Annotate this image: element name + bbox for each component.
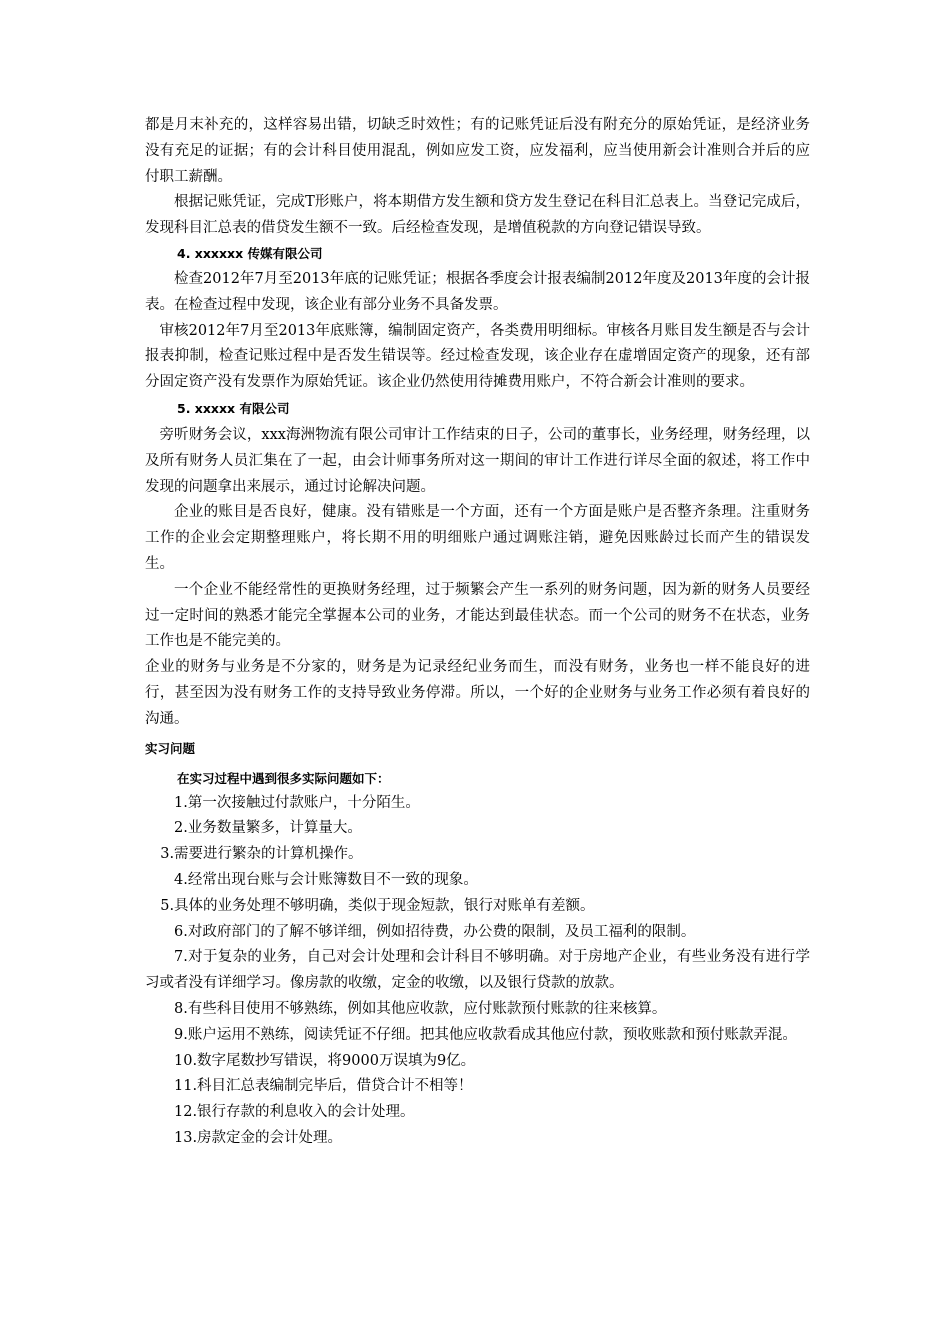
list-item: 5.具体的业务处理不够明确，类似于现金短款，银行对账单有差额。: [160, 897, 595, 914]
section-title: 实习问题: [145, 740, 196, 756]
paragraph-ledger-review: 审核2012年7月至2013年底账簿，编制固定资产，各类费用明细标。审核各月账目发生额是否与会计报表抑制，检查记账过程中是否发生错误等。经过检查发现，该企业存在虚增固定资产的现象，还有部分固定资产没有发票作为原始凭证。该企业仍然使用待摊费用账户，不符合新会计准则的要求。: [145, 322, 810, 391]
list-item: 9.账户运用不熟练，阅读凭证不仔细。把其他应收款看成其他应付款，预收账款和预付账款弄混。: [174, 1026, 797, 1043]
heading-limited-company: 5. xxxxx 有限公司: [177, 400, 290, 416]
document-page: [145, 113, 810, 1152]
list-item: 4.经常出现台账与会计账簿数目不一致的现象。: [174, 871, 478, 888]
list-item: 13.房款定金的会计处理。: [174, 1129, 343, 1146]
list-item: 11.科目汇总表编制完毕后，借贷合计不相等！: [174, 1078, 473, 1095]
paragraph-voucher-check: 检查2012年7月至2013年底的记账凭证；根据各季度会计报表编制2012年度及2013年度的会计报表。在检查过程中发现，该企业有部分业务不具备发票。: [145, 270, 810, 313]
paragraph-finance-manager: 一个企业不能经常性的更换财务经理，过于频繁会产生一系列的财务问题，因为新的财务人员要经过一定时间的熟悉才能完全掌握本公司的业务，才能达到最佳状态。而一个公司的财务不在状态，业务工作也是不能完美的。: [145, 581, 810, 650]
paragraph-finance-meeting: 旁听财务会议，xxx海洲物流有限公司审计工作结束的日子，公司的董事长，业务经理，财务经理，以及所有财务人员汇集在了一起，由会计师事务所对这一期间的审计工作进行详尽全面的叙述，将工作中发现的问题拿出来展示，通过讨论解决问题。: [145, 426, 810, 495]
heading-media-company: 4. xxxxxx 传媒有限公司: [177, 245, 323, 261]
list-item: 6.对政府部门的了解不够详细，例如招待费，办公费的限制，及员工福利的限制。: [174, 923, 696, 940]
list-item: 10.数字尾数抄写错误，将9000万误填为9亿。: [174, 1052, 476, 1069]
list-item: 7.对于复杂的业务，自己对会计处理和会计科目不够明确。对于房地产企业，有些业务没有进行学习或者没有详细学习。像房款的收缴，定金的收缴，以及银行贷款的放款。: [145, 949, 810, 992]
issues-intro: 在实习过程中遇到很多实际问题如下：: [177, 770, 390, 786]
list-item: 12.银行存款的利息收入的会计处理。: [174, 1104, 415, 1121]
list-item: 2.业务数量繁多，计算量大。: [174, 820, 362, 837]
list-item: 8.有些科目使用不够熟练，例如其他应收款，应付账款预付账款的往来核算。: [174, 1000, 667, 1017]
paragraph-finance-business: 企业的财务与业务是不分家的，财务是为记录经纪业务而生，而没有财务，业务也一样不能良好的进行，甚至因为没有财务工作的支持导致业务停滞。所以，一个好的企业财务与业务工作必须有着良好的沟通。: [145, 659, 810, 727]
paragraph-voucher-issues: 都是月末补充的，这样容易出错，切缺乏时效性；有的记账凭证后没有附充分的原始凭证，是经济业务没有充足的证据；有的会计科目使用混乱，例如应发工资，应发福利，应当使用新会计准则合并后的应付职工薪酬。: [145, 117, 810, 185]
list-item: 1.第一次接触过付款账户，十分陌生。: [174, 794, 420, 811]
paragraph-t-account: 根据记账凭证，完成T形账户，将本期借方发生额和贷方发生登记在科目汇总表上。当登记完成后，发现科目汇总表的借贷发生额不一致。后经检查发现，是增值税款的方向登记错误导致。: [145, 194, 810, 237]
paragraph-account-health: 企业的账目是否良好，健康。没有错账是一个方面，还有一个方面是账户是否整齐条理。注重财务工作的企业会定期整理账户，将长期不用的明细账户通过调账注销，避免因账龄过长而产生的错误发生。: [145, 504, 810, 572]
list-item: 3.需要进行繁杂的计算机操作。: [160, 846, 363, 863]
issues-list: [145, 791, 810, 1152]
